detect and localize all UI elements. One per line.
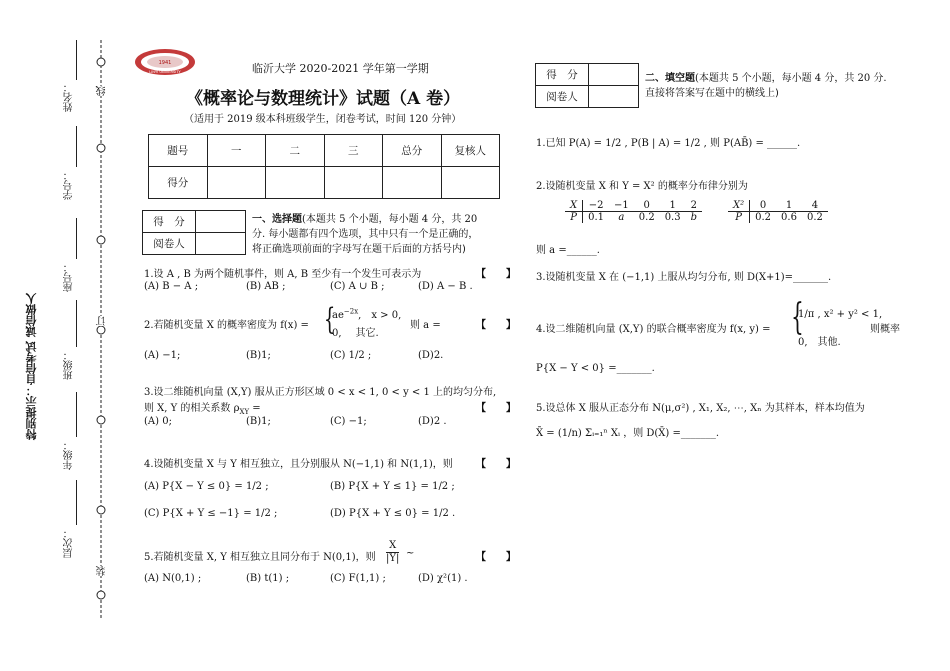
- binding-mark-ding: 订: [97, 316, 108, 326]
- q4-option-b: (B) P{X + Y ≤ 1} = 1/2 ;: [330, 481, 455, 492]
- label-student-id: 学号：: [64, 170, 75, 200]
- section2-desc2: 直接将答案写在题中的横线上): [645, 88, 779, 99]
- fill-q2-tail: 则 a =______.: [536, 245, 600, 256]
- q3-option-d: (D)2 .: [418, 416, 447, 427]
- q3-option-a: (A) 0;: [144, 416, 172, 427]
- q5-frac-num: X: [386, 540, 399, 553]
- label-grade: 年级：: [64, 440, 75, 470]
- q1-option-a: (A) B − A ;: [144, 281, 199, 292]
- q4-option-d: (D) P{X + Y ≤ 0} = 1/2 .: [330, 508, 456, 519]
- q3-option-b: (B)1;: [246, 416, 271, 427]
- dist-x-val: −1: [614, 200, 629, 211]
- score-cell[interactable]: [266, 167, 325, 199]
- q3-option-c: (C) −1;: [330, 416, 367, 427]
- q4-stem: 4.设随机变量 X 与 Y 相互独立，且分别服从 N(−1,1) 和 N(1,1)，则: [144, 459, 453, 470]
- q1-answer-bracket[interactable]: 【 】: [476, 269, 516, 280]
- exam-title: 《概率论与数理统计》试题（A 卷）: [186, 89, 461, 109]
- school-term: 临沂大学 2020-2021 学年第一学期: [252, 62, 429, 75]
- fill-q5-line1: 5.设总体 X 服从正态分布 N(μ,σ²) , X₁, X₂, ⋯, Xₙ 为其样本，样本均值为: [536, 403, 865, 414]
- score-header-1: 一: [207, 135, 266, 167]
- q4-option-c: (C) P{X + Y ≤ −1} = 1/2 ;: [144, 508, 278, 519]
- q1-stem: 1.设 A , B 为两个随机事件，则 A, B 至少有一个发生可表示为: [144, 269, 422, 280]
- section1-heading: [252, 212, 514, 257]
- fill-q2: 2.设随机变量 X 和 Y = X² 的概率分布律分别为: [536, 181, 748, 192]
- fill-q4-piece1: 1/π , x² + y² < 1,: [798, 309, 883, 320]
- fill-q4-prob: P{X − Y < 0} =_______.: [536, 363, 655, 374]
- fill-q4-brace: {: [791, 297, 804, 338]
- label-class: 班级：: [64, 350, 75, 380]
- score-header-3: 三: [324, 135, 383, 167]
- dist-y-p: P: [728, 212, 750, 224]
- binding-mark-zhuang: 装: [97, 566, 108, 576]
- label-level: 层次：: [64, 528, 75, 558]
- binding-mark-xian: 线: [97, 86, 108, 96]
- q3-stem-line2: 则 X, Y 的相关系数 $\rho_{XY}$ =: [144, 403, 261, 416]
- q5-option-d: (D) χ²(1) .: [418, 573, 468, 584]
- dist-x-val: −2: [588, 200, 604, 211]
- q2-option-c: (C) 1/2 ;: [330, 350, 372, 361]
- section2-title: 二、填空题: [645, 73, 695, 84]
- dist-y-prob: 0.2: [755, 212, 772, 223]
- dist-y-prob: 0.6: [781, 212, 797, 223]
- dist-x-val: 0: [643, 200, 650, 211]
- grader2-name-label: 阅卷人: [536, 86, 589, 108]
- dist-table-x: [565, 200, 702, 223]
- fill-q5-line2: X̄ = (1/n) Σᵢ₌₁ⁿ Xᵢ ，则 D(X̄) =_______.: [536, 428, 720, 439]
- q3-answer-bracket[interactable]: 【 】: [476, 403, 516, 414]
- score-cell[interactable]: [324, 167, 383, 199]
- q2-piece2: 0, 其它.: [332, 328, 379, 339]
- level-field[interactable]: [76, 480, 77, 525]
- dist-x-p: P: [565, 212, 583, 224]
- dist-x-prob: b: [690, 212, 697, 223]
- exam-subtitle: （适用于 2019 级本科班级学生，闭卷考试，时间 120 分钟）: [184, 114, 462, 125]
- q5-fraction: [386, 540, 399, 565]
- score-header-reviewer: 复核人: [441, 135, 500, 167]
- score-cell[interactable]: [441, 167, 500, 199]
- score-cell[interactable]: [383, 167, 442, 199]
- dist-x-prob: a: [618, 212, 625, 223]
- q2-option-d: (D)2.: [418, 350, 444, 361]
- q2-stem: 2.若随机变量 X 的概率密度为 f(x) =: [144, 320, 309, 331]
- dist-x-val: 1: [669, 200, 676, 211]
- fill-q3: 3.设随机变量 X 在 (−1,1) 上服从均匀分布, 则 D(X+1)=_______.: [536, 272, 832, 283]
- dist-y-head: X²: [728, 200, 750, 212]
- dist-x-val: 2: [690, 200, 697, 211]
- label-name: 姓名：: [64, 82, 75, 112]
- q5-answer-bracket[interactable]: 【 】: [476, 552, 516, 563]
- score-table: [148, 134, 500, 199]
- fill-q4-stem: 4.设二维随机向量 (X,Y) 的联合概率密度为 f(x, y) =: [536, 324, 771, 335]
- dist-y-val: 0: [759, 200, 767, 211]
- q1-option-c: (C) A ∪ B ;: [330, 281, 385, 292]
- dist-y-val: 4: [811, 200, 819, 211]
- q5-option-b: (B) t(1) ;: [246, 573, 290, 584]
- section1-desc3: 将正确选项前面的字母写在题干后面的方括号内): [252, 244, 466, 255]
- dist-x-prob: 0.3: [664, 212, 681, 223]
- score-header-number: 题号: [149, 135, 208, 167]
- grader2-score-cell[interactable]: [589, 64, 639, 86]
- class-field[interactable]: [76, 300, 77, 347]
- dist-y-val: 1: [785, 200, 793, 211]
- dist-table-y: [728, 200, 828, 223]
- q1-option-d: (D) A − B .: [418, 281, 473, 292]
- score-header-total: 总分: [383, 135, 442, 167]
- grader-name-cell[interactable]: [196, 233, 246, 255]
- section2-heading: [645, 71, 905, 101]
- q2-brace: {: [323, 302, 336, 337]
- logo-text: LINYI UNIVERSITY: [149, 70, 181, 74]
- name-field[interactable]: [76, 40, 77, 80]
- q2-option-a: (A) −1;: [144, 350, 181, 361]
- label-seat: 座号：: [64, 262, 75, 292]
- q2-piece1: $ae^{-2x}$, x > 0,: [332, 307, 402, 321]
- logo-year: 1941: [158, 60, 172, 66]
- q5-option-a: (A) N(0,1) ;: [144, 573, 202, 584]
- score-row-label: 得分: [149, 167, 208, 199]
- section1-title: 一、选择题: [252, 214, 302, 225]
- q5-option-c: (C) F(1,1) ;: [330, 573, 386, 584]
- section2-grader-box: [535, 63, 639, 108]
- seat-field[interactable]: [76, 218, 77, 259]
- section2-desc1: (本题共 5 个小题，每小题 4 分，共 20 分.: [695, 73, 887, 84]
- q1-option-b: (B) AB ;: [246, 281, 286, 292]
- section1-desc2: 分. 每小题都有四个选项，其中只有一个是正确的，: [252, 229, 479, 240]
- q3-stem-line1: 3.设二维随机向量 (X,Y) 服从正方形区域 0 < x < 1, 0 < y < 1 上的均匀分布,: [144, 387, 497, 398]
- dist-x-prob: 0.1: [588, 212, 605, 223]
- grader2-score-label: 得 分: [536, 64, 589, 86]
- q4-option-a: (A) P{X − Y ≤ 0} = 1/2 ;: [144, 481, 269, 492]
- section1-grader-box: [142, 210, 246, 255]
- university-logo: [134, 48, 196, 76]
- q2-option-b: (B)1;: [246, 350, 271, 361]
- dist-y-prob: 0.2: [806, 212, 823, 223]
- q2-tail: 则 a =: [410, 320, 441, 331]
- q5-stem: 5.若随机变量 X, Y 相互独立且同分布于 N(0,1)，则: [144, 552, 376, 563]
- q5-frac-den: |Y|: [386, 553, 400, 564]
- q4-answer-bracket[interactable]: 【 】: [476, 459, 516, 470]
- integrity-notice: 特别提示：自信考试 诚信做人: [25, 293, 38, 440]
- q2-answer-bracket[interactable]: 【 】: [476, 320, 516, 331]
- dist-x-head: X: [565, 200, 583, 212]
- student-id-field[interactable]: [76, 126, 77, 167]
- q5-tail: ~: [406, 548, 415, 559]
- grader-name-label: 阅卷人: [143, 233, 196, 255]
- dist-x-prob: 0.2: [638, 212, 655, 223]
- fill-q4-piece2: 0, 其他.: [798, 337, 841, 348]
- binding-line: [90, 40, 112, 620]
- grader-score-cell[interactable]: [196, 211, 246, 233]
- score-cell[interactable]: [207, 167, 266, 199]
- grader-score-label: 得 分: [143, 211, 196, 233]
- score-header-2: 二: [266, 135, 325, 167]
- fill-q4-tail: 则概率: [870, 324, 900, 335]
- fill-q1: 1.已知 P(A) = 1/2 , P(B | A) = 1/2 , 则 P(AB̄) = ______.: [536, 138, 801, 149]
- grade-field[interactable]: [76, 392, 77, 437]
- grader2-name-cell[interactable]: [589, 86, 639, 108]
- section1-desc1: (本题共 5 个小题，每小题 4 分，共 20: [302, 214, 478, 225]
